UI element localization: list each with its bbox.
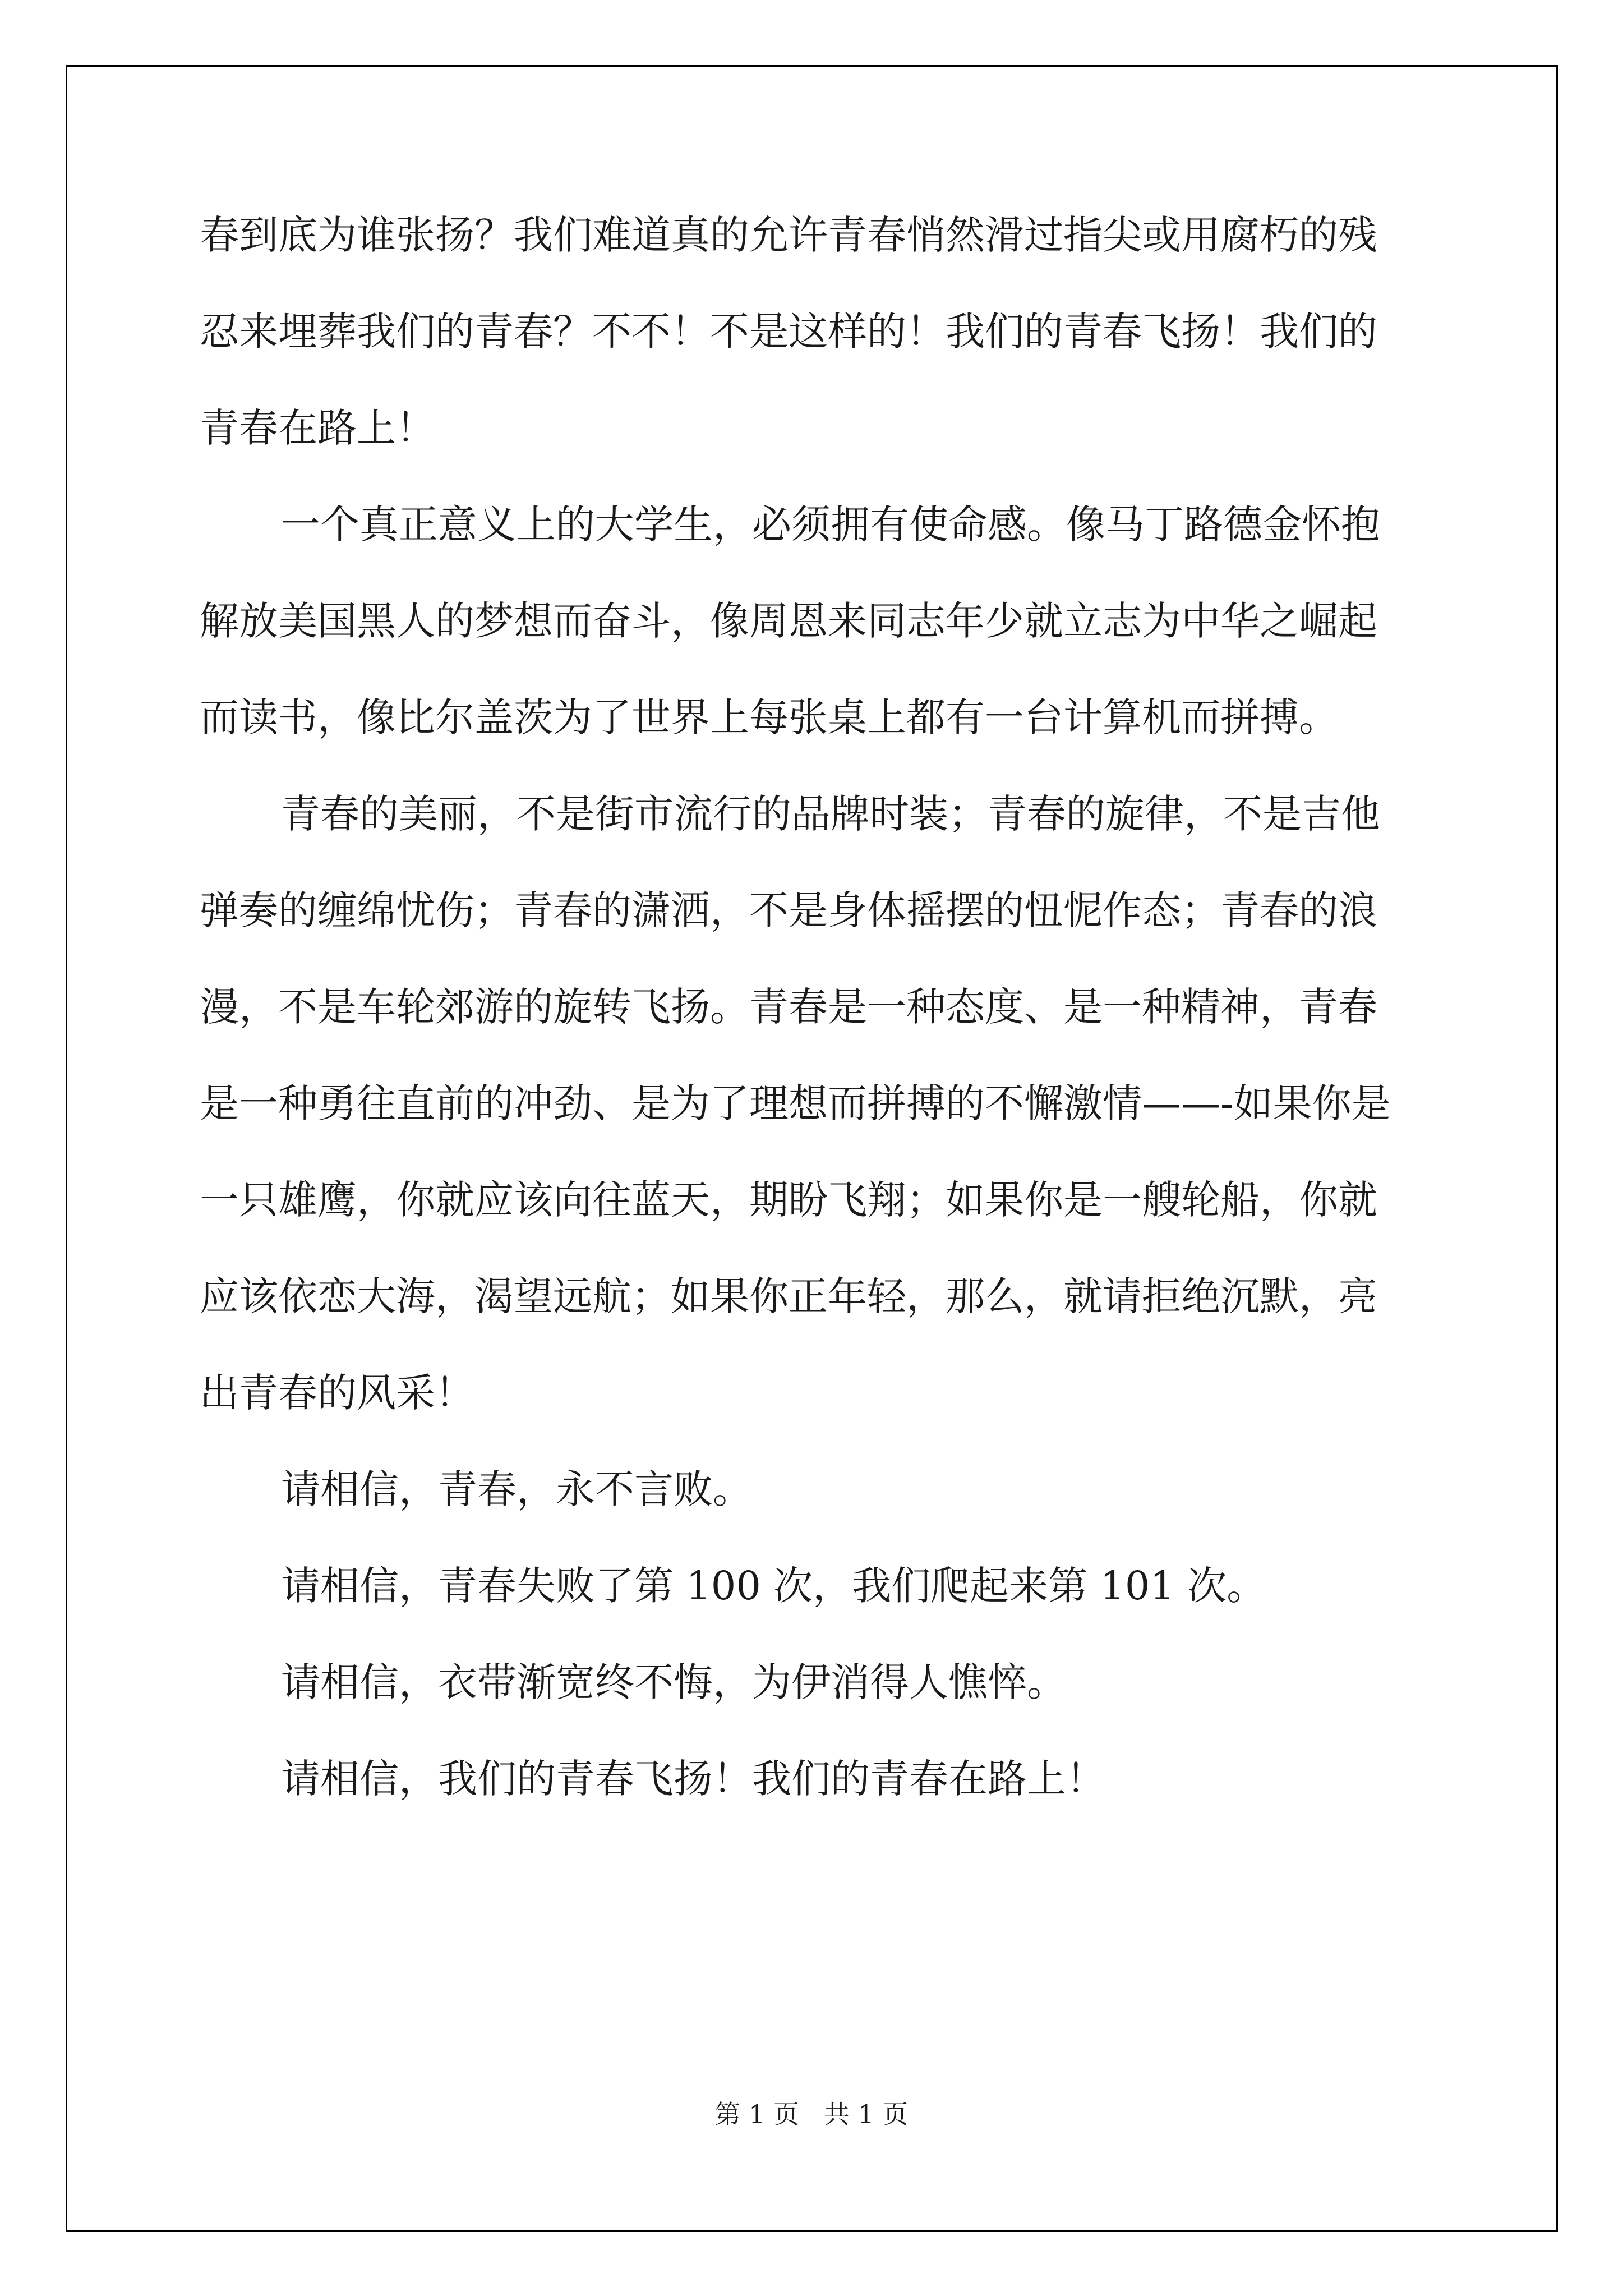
text-line: 一只雄鹰，你就应该向往蓝天，期盼飞翔；如果你是一艘轮船，你就 [200,1177,1377,1223]
text-line: 弹奏的缠绵忧伤；青春的潇洒，不是身体摇摆的忸怩作态；青春的浪 [200,887,1377,933]
text-line: 忍来埋葬我们的青春？不不！不是这样的！我们的青春飞扬！我们的 [200,309,1377,355]
text-line: 应该依恋大海，渴望远航；如果你正年轻，那么，就请拒绝沉默，亮 [200,1273,1377,1319]
paragraph-start-line: 请相信，衣带渐宽终不悔，为伊消得人憔悴。 [281,1659,1066,1705]
paragraph-start-line: 一个真正意义上的大学生，必须拥有使命感。像马丁路德金怀抱 [281,501,1380,547]
document-body [200,212,1428,1856]
paragraph-start-line: 请相信，青春，永不言败。 [281,1466,752,1512]
text-line: 漫，不是车轮郊游的旋转飞扬。青春是一种态度、是一种精神，青春 [200,984,1377,1030]
paragraph-start-line: 青春的美丽，不是街市流行的品牌时装；青春的旋律，不是吉他 [281,791,1380,837]
text-line: 青春在路上！ [200,405,435,451]
page-footer: 第 1 页 共 1 页 [714,2099,909,2129]
text-line: 春到底为谁张扬？我们难道真的允许青春悄然滑过指尖或用腐朽的残 [200,212,1377,258]
paragraph-start-line: 请相信，我们的青春飞扬！我们的青春在路上！ [281,1756,1105,1802]
paragraph-start-line: 请相信，青春失败了第 100 次，我们爬起来第 101 次。 [281,1563,1266,1609]
text-line: 是一种勇往直前的冲劲、是为了理想而拼搏的不懈激情——-如果你是 [200,1080,1391,1126]
text-line: 解放美国黑人的梦想而奋斗，像周恩来同志年少就立志为中华之崛起 [200,598,1377,644]
text-line: 而读书，像比尔盖茨为了世界上每张桌上都有一台计算机而拼搏。 [200,694,1338,740]
text-line: 出青春的风采！ [200,1370,474,1416]
